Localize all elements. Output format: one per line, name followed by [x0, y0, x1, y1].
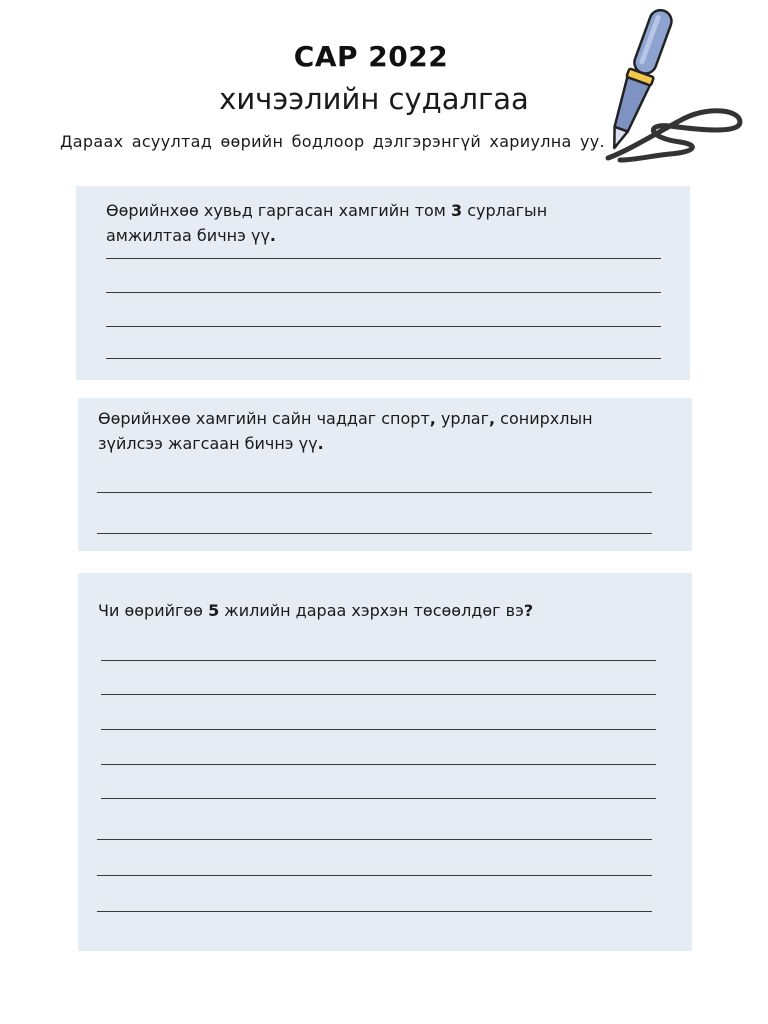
answer-line[interactable]: [101, 660, 656, 661]
page-subtitle: хичээлийн судалгаа: [219, 82, 529, 116]
answer-line[interactable]: [101, 729, 656, 730]
answer-line[interactable]: [106, 358, 661, 359]
answer-line[interactable]: [97, 875, 652, 876]
answer-line[interactable]: [106, 326, 661, 327]
question-text-2: Өөрийнхөө хамгийн сайн чаддаг спорт, урлаг, сонирхлын зүйлсээ жагсаан бичнэ үү.: [98, 409, 593, 453]
answer-line[interactable]: [97, 839, 652, 840]
answer-line[interactable]: [101, 798, 656, 799]
answer-line[interactable]: [101, 764, 656, 765]
question-card-2: [78, 398, 692, 551]
question-card-1: [76, 186, 690, 380]
question-text-3: Чи өөрийгөө 5 жилийн дараа хэрхэн төсөөлдөг вэ?: [98, 601, 534, 620]
page-title: САР 2022: [293, 40, 449, 73]
instruction-text: Дараах асуултад өөрийн бодлоор дэлгэрэнгүй хариулна уу.: [60, 132, 605, 151]
answer-line[interactable]: [106, 258, 661, 259]
answer-line[interactable]: [101, 694, 656, 695]
question-text-1: Өөрийнхөө хувьд гаргасан хамгийн том 3 сурлагын амжилтаа бичнэ үү.: [106, 201, 548, 245]
pen-icon: [590, 0, 755, 170]
answer-line[interactable]: [97, 911, 652, 912]
answer-line[interactable]: [106, 292, 661, 293]
question-card-3: [78, 573, 692, 951]
answer-line[interactable]: [97, 533, 652, 534]
answer-line[interactable]: [97, 492, 652, 493]
